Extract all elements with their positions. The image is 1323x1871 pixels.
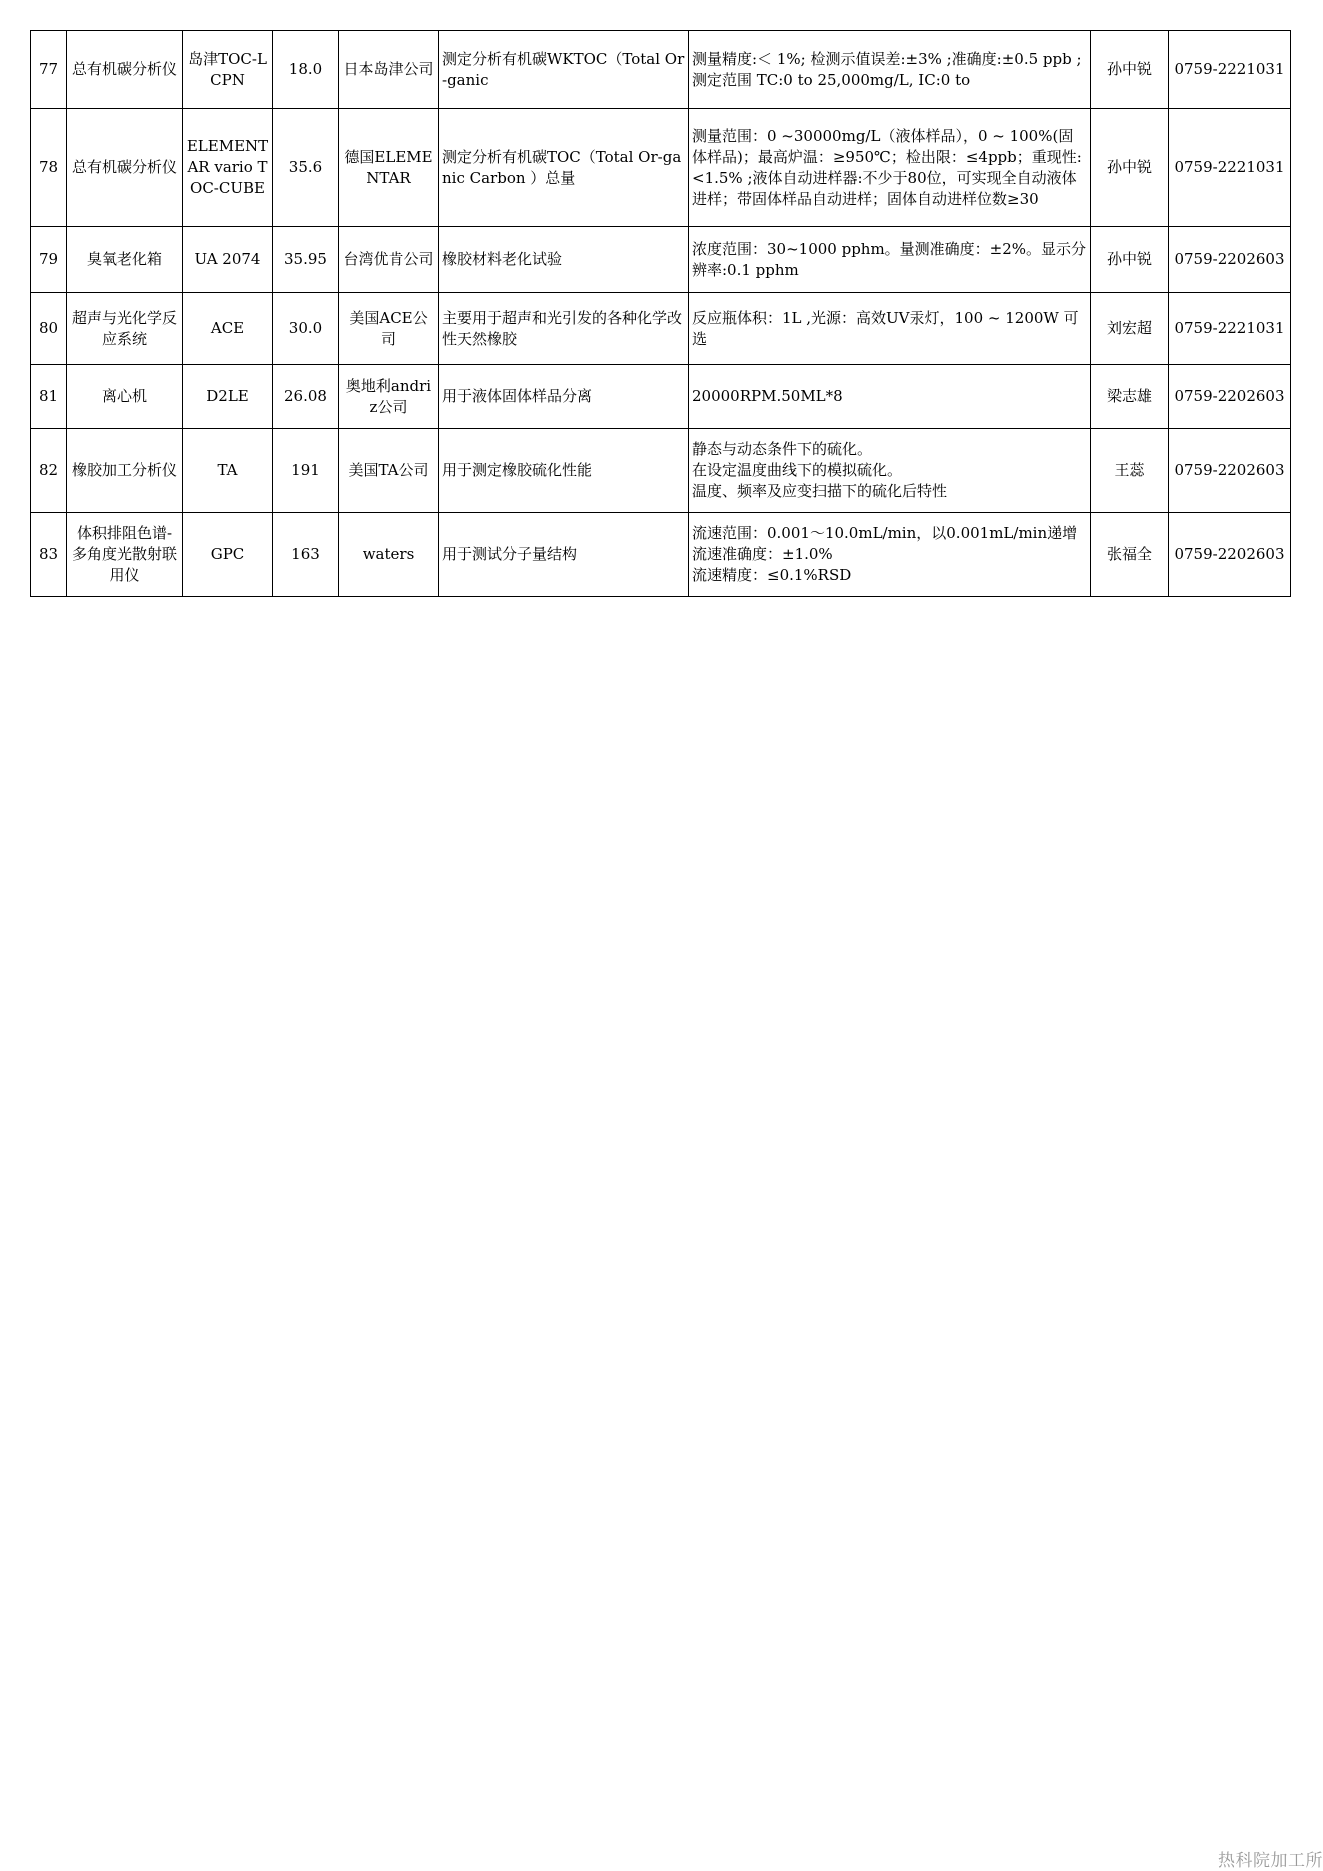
row-number: 77: [31, 31, 67, 109]
contact-phone: 0759-2221031: [1169, 109, 1291, 227]
instrument-maker: 奥地利andriz公司: [339, 365, 439, 429]
instrument-model: 岛津TOC-LCPN: [183, 31, 273, 109]
instrument-name: 总有机碳分析仪: [67, 31, 183, 109]
row-number: 78: [31, 109, 67, 227]
equipment-table: [30, 30, 1291, 597]
contact-person: 孙中锐: [1091, 227, 1169, 293]
row-number: 80: [31, 293, 67, 365]
contact-person: 孙中锐: [1091, 109, 1169, 227]
contact-phone: 0759-2202603: [1169, 429, 1291, 513]
footer-watermark: 热科院加工所: [1218, 1851, 1323, 1871]
contact-phone: 0759-2221031: [1169, 31, 1291, 109]
instrument-purpose: 用于测试分子量结构: [439, 513, 689, 597]
param-line: 温度、频率及应变扫描下的硫化后特性: [692, 482, 948, 500]
param-line: 静态与动态条件下的硫化。: [692, 440, 873, 458]
instrument-maker: 德国ELEMENTAR: [339, 109, 439, 227]
instrument-name: 体积排阻色谱-多角度光散射联用仪: [67, 513, 183, 597]
table-row: [31, 227, 1291, 293]
contact-person: 张福全: [1091, 513, 1169, 597]
table-row: [31, 513, 1291, 597]
table-row: [31, 31, 1291, 109]
instrument-purpose: 用于测定橡胶硫化性能: [439, 429, 689, 513]
row-number: 82: [31, 429, 67, 513]
param-line: 20000RPM.50ML*8: [692, 387, 843, 405]
contact-phone: 0759-2202603: [1169, 227, 1291, 293]
instrument-maker: 美国TA公司: [339, 429, 439, 513]
instrument-maker: 美国ACE公司: [339, 293, 439, 365]
instrument-params: [689, 513, 1091, 597]
contact-person: 刘宏超: [1091, 293, 1169, 365]
contact-phone: 0759-2221031: [1169, 293, 1291, 365]
param-line: 在设定温度曲线下的模拟硫化。: [692, 461, 903, 479]
instrument-model: D2LE: [183, 365, 273, 429]
instrument-model: GPC: [183, 513, 273, 597]
instrument-price: 35.95: [273, 227, 339, 293]
instrument-price: 35.6: [273, 109, 339, 227]
contact-person: 王蕊: [1091, 429, 1169, 513]
contact-phone: 0759-2202603: [1169, 365, 1291, 429]
table-row: [31, 293, 1291, 365]
instrument-name: 总有机碳分析仪: [67, 109, 183, 227]
instrument-price: 30.0: [273, 293, 339, 365]
instrument-params: [689, 31, 1091, 109]
instrument-purpose: 测定分析有机碳TOC（Total Or-ganic Carbon ）总量: [439, 109, 689, 227]
equipment-table-body: [31, 31, 1291, 597]
table-row: [31, 429, 1291, 513]
contact-person: 梁志雄: [1091, 365, 1169, 429]
table-row: [31, 365, 1291, 429]
instrument-params: [689, 109, 1091, 227]
instrument-model: TA: [183, 429, 273, 513]
instrument-maker: 台湾优肯公司: [339, 227, 439, 293]
contact-phone: 0759-2202603: [1169, 513, 1291, 597]
param-line: 测量范围：0 ~30000mg/L（液体样品），0 ~ 100%(固体样品)；最高炉温：≥950℃；检出限：≤4ppb；重现性:<1.5% ;液体自动进样器:不少于80位，可实现全自动液体进样；带固体样品自动进样；固体自动进样位数≥30: [692, 126, 1082, 208]
instrument-params: [689, 365, 1091, 429]
instrument-name: 臭氧老化箱: [67, 227, 183, 293]
instrument-purpose: 主要用于超声和光引发的各种化学改性天然橡胶: [439, 293, 689, 365]
instrument-params: [689, 293, 1091, 365]
instrument-maker: waters: [339, 513, 439, 597]
instrument-price: 163: [273, 513, 339, 597]
instrument-purpose: 用于液体固体样品分离: [439, 365, 689, 429]
table-row: [31, 109, 1291, 227]
instrument-params: [689, 429, 1091, 513]
param-line: 流速精度：≤0.1%RSD: [692, 566, 852, 584]
instrument-price: 26.08: [273, 365, 339, 429]
instrument-name: 超声与光化学反应系统: [67, 293, 183, 365]
instrument-model: UA 2074: [183, 227, 273, 293]
instrument-model: ELEMENTAR vario TOC-CUBE: [183, 109, 273, 227]
param-line: 浓度范围：30~1000 pphm。量测准确度：±2%。显示分辨率:0.1 pphm: [692, 239, 1087, 279]
instrument-name: 橡胶加工分析仪: [67, 429, 183, 513]
contact-person: 孙中锐: [1091, 31, 1169, 109]
row-number: 81: [31, 365, 67, 429]
instrument-price: 18.0: [273, 31, 339, 109]
equipment-table-sheet: [30, 30, 1290, 597]
instrument-price: 191: [273, 429, 339, 513]
instrument-name: 离心机: [67, 365, 183, 429]
instrument-params: [689, 227, 1091, 293]
instrument-maker: 日本岛津公司: [339, 31, 439, 109]
row-number: 83: [31, 513, 67, 597]
param-line: 反应瓶体积：1L ,光源：高效UV汞灯，100 ~ 1200W 可选: [692, 308, 1079, 348]
row-number: 79: [31, 227, 67, 293]
param-line: 流速范围：0.001～10.0mL/min，以0.001mL/min递增流速准确度：±1.0%: [692, 524, 1078, 563]
instrument-model: ACE: [183, 293, 273, 365]
instrument-purpose: 测定分析有机碳WKTOC（Total Or-ganic: [439, 31, 689, 109]
instrument-purpose: 橡胶材料老化试验: [439, 227, 689, 293]
param-line: 测量精度:＜ 1%; 检测示值误差:±3% ;准确度:±0.5 ppb ;测定范围 TC:0 to 25,000mg/L, IC:0 to: [692, 49, 1082, 89]
